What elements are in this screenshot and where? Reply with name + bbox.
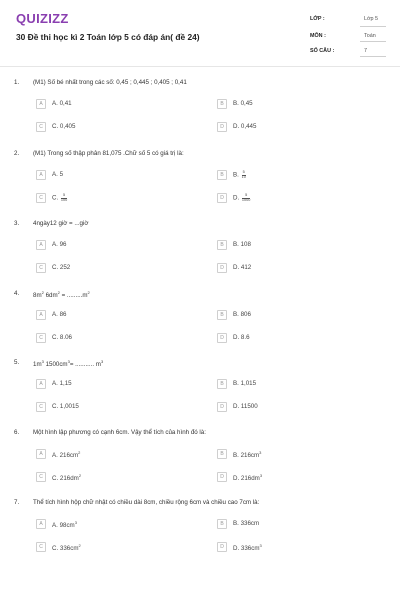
superscript: 3 [259,450,262,455]
option-text [52,450,80,459]
question-text: Một hình lập phương có cạnh 6cm. Vậy thể tích của hình đó là: [33,429,206,436]
option-letter: A [36,379,46,389]
option-text: D. 412 [233,264,252,271]
text-part: = .........m [59,292,88,299]
superscript: 2 [78,543,81,548]
text-part: 1m [33,361,42,368]
option-text: C. 8.06 [52,334,72,341]
superscript: 3 [259,543,262,548]
question-text: (M1) Trong số thập phân 81,075 .Chữ số 5 có giá trị là: [33,150,184,157]
option-value: D. 216dm [233,475,260,482]
superscript: 2 [78,450,81,455]
question-number: 3. [14,220,20,227]
superscript: 2 [41,290,44,295]
page-title: 30 Đề thi học kì 2 Toán lớp 5 có đáp án( đề 24) [16,32,200,42]
fraction-numerator: 5 [242,170,245,174]
question-number: 2. [14,150,20,157]
option-text [52,194,67,202]
option-letter: C [36,542,46,552]
option-letter: B [217,170,227,180]
fraction-denominator: 1000 [241,197,251,202]
question-text [33,290,90,299]
option-prefix: D. [233,194,240,202]
option-text [233,473,262,482]
option-text [233,194,250,202]
superscript: 2 [78,473,82,478]
option-letter: C [36,333,46,343]
option-letter: A [36,99,46,109]
option-text: C. 252 [52,264,71,271]
option-prefix: B. [233,171,239,179]
meta-socau-value: 7 [364,48,367,54]
option-prefix: C. [52,194,59,202]
option-text [233,543,262,552]
option-letter: A [36,519,46,529]
option-letter: B [217,99,227,109]
question-number: 4. [14,290,20,297]
option-letter: A [36,240,46,250]
option-letter: B [217,379,227,389]
fraction-numerator: 5 [61,194,67,199]
option-letter: C [36,193,46,203]
question-number: 7. [14,499,20,506]
option-letter: C [36,263,46,273]
question-text: (M1) Số bé nhất trong các số: 0,45 ; 0,445 ; 0,405 ; 0,41 [33,79,187,86]
option-letter: A [36,310,46,320]
option-text: A. 0,41 [52,100,72,107]
option-letter: A [36,449,46,459]
fraction [242,194,250,202]
text-part: = ........... m [69,361,101,368]
question-number: 6. [14,429,20,436]
option-letter: B [217,519,227,529]
meta-lop-value: Lớp 5 [364,16,379,22]
option-text: C. 0,405 [52,123,76,130]
option-text: A. 5 [52,171,64,178]
option-letter: D [217,472,227,482]
fraction-denominator: 100 [60,197,68,202]
question-text: Thể tích hình hộp chữ nhật có chiều dài 8cm, chiều rộng 6cm và chiều cao 7cm là: [33,499,260,506]
option-letter: B [217,449,227,459]
option-text: B. 806 [233,311,251,318]
question-text [33,359,103,368]
meta-divider [360,41,386,42]
superscript: 2 [57,290,60,295]
option-letter: A [36,170,46,180]
option-letter: D [217,263,227,273]
option-text: A. 96 [52,241,67,248]
superscript: 2 [87,290,90,295]
text-part: 8m [33,292,42,299]
option-text: D. 11500 [233,403,258,410]
option-text: A. 1,15 [52,380,72,387]
fraction-denominator: 10 [241,174,246,179]
superscript: 3 [41,359,44,364]
question-number: 5. [14,359,20,366]
option-text [52,520,77,529]
superscript: 3 [100,359,104,364]
option-letter: B [217,240,227,250]
option-text [233,171,246,179]
option-value: B. 216cm [233,452,260,459]
option-value: A. 98cm [52,522,75,529]
meta-divider [360,56,386,57]
meta-mon-label: MÔN : [310,33,326,39]
option-letter: B [217,310,227,320]
meta-divider [360,26,386,27]
superscript: 3 [67,359,70,364]
option-text: D. 8.6 [233,334,250,341]
option-text: B. 1,015 [233,380,257,387]
worksheet-header [0,0,400,67]
option-value: A. 216cm [52,452,79,459]
option-text: A. 86 [52,311,67,318]
option-letter: D [217,542,227,552]
option-letter: C [36,122,46,132]
option-letter: D [217,122,227,132]
fraction [61,194,67,202]
option-letter: C [36,402,46,412]
meta-lop-label: LỚP : [310,16,325,22]
option-text [233,450,261,459]
superscript: 3 [74,520,77,525]
question-number: 1. [14,79,20,86]
text-part: 6dm [43,292,58,299]
option-text: B. 108 [233,241,251,248]
option-text: B. 336cm [233,520,260,527]
question-text: 4ngày12 giờ = ...giờ [33,220,89,227]
option-text: C. 1,0015 [52,403,79,410]
meta-socau-label: SỐ CÂU : [310,48,335,54]
option-value: D. 336cm [233,545,260,552]
text-part: 1500cm [43,361,68,368]
option-letter: D [217,193,227,203]
meta-mon-value: Toán [364,33,376,39]
option-text [52,543,81,552]
superscript: 3 [259,473,263,478]
fraction-numerator: 5 [242,194,250,199]
quizizz-logo: QUIZIZZ [16,11,69,26]
option-letter: D [217,402,227,412]
option-value: C. 216dm [52,475,79,482]
option-letter: D [217,333,227,343]
option-text: D. 0,445 [233,123,257,130]
option-value: C. 336cm [52,545,79,552]
option-text: B. 0,45 [233,100,253,107]
option-letter: C [36,472,46,482]
meta-lop [304,14,386,26]
option-text [52,473,81,482]
fraction [242,171,246,179]
